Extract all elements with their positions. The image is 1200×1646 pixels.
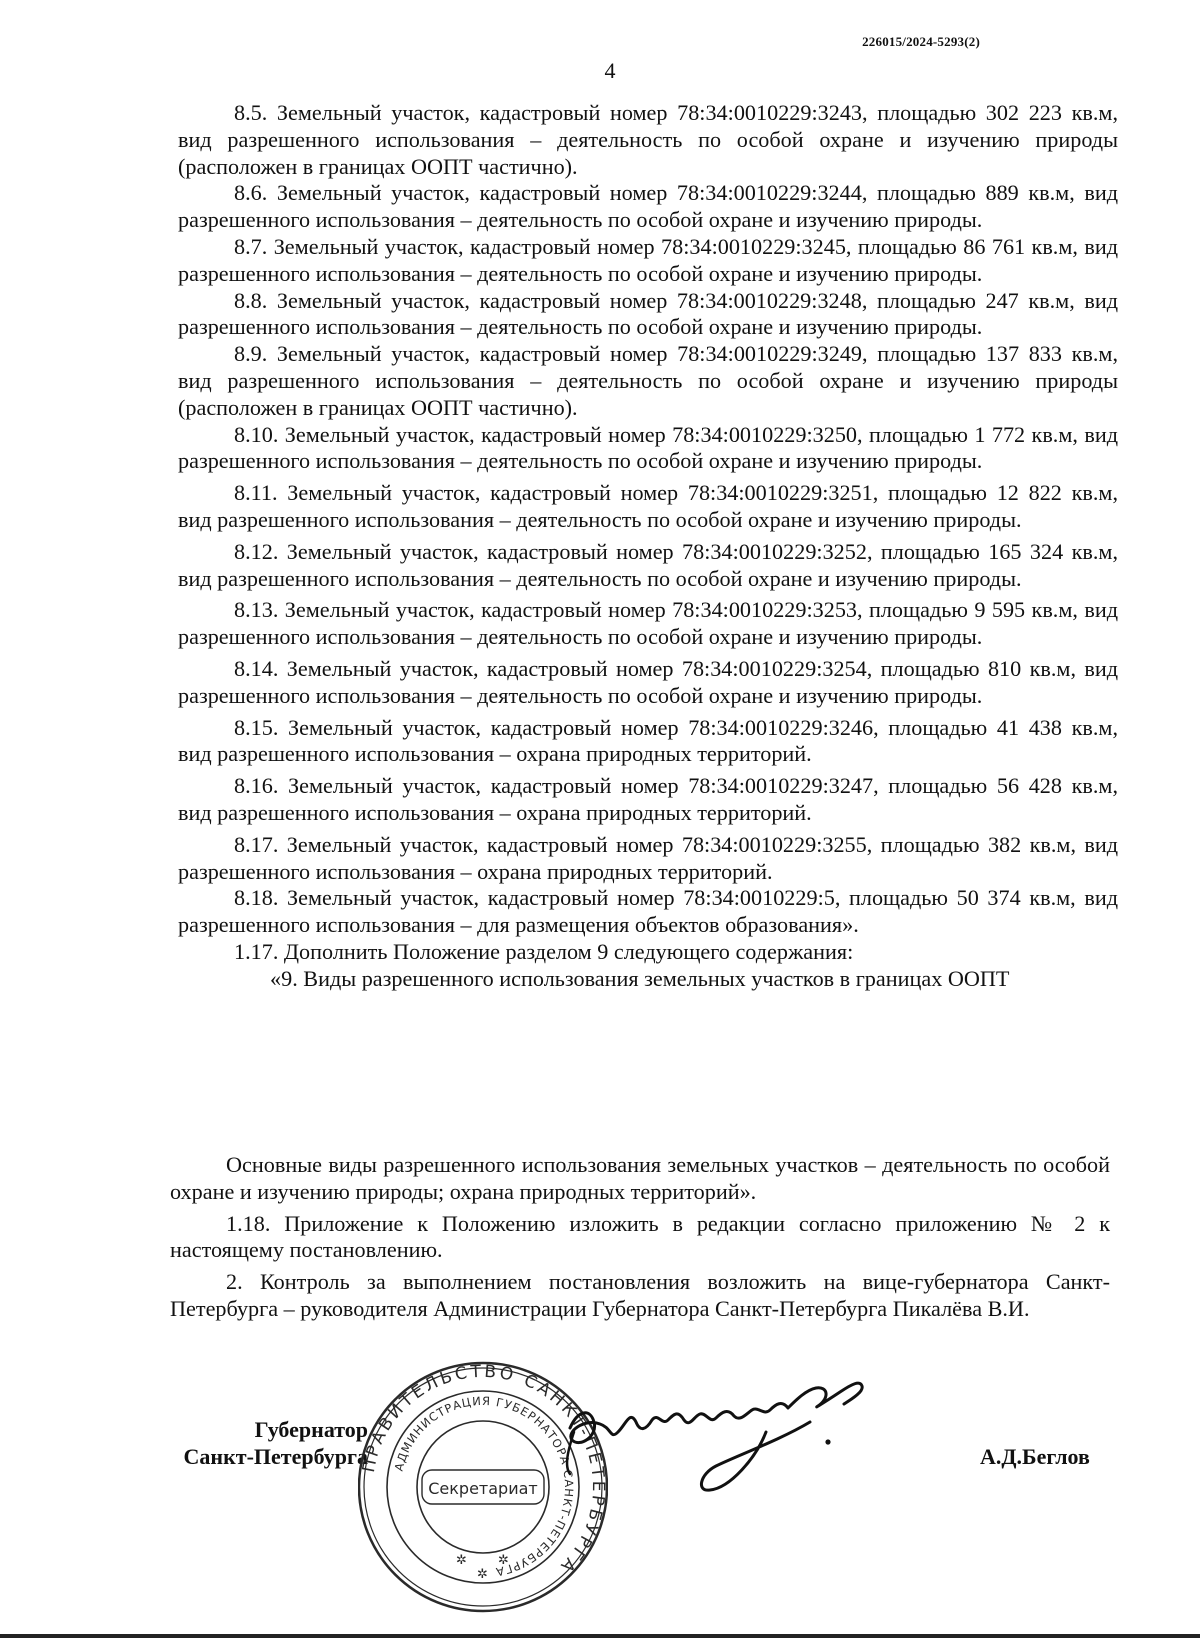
handwritten-signature xyxy=(560,1370,920,1520)
document-body xyxy=(178,100,1118,993)
paragraph-8-18: 8.18. Земельный участок, кадастровый номер 78:34:0010229:5, площадью 50 374 кв.м, вид разрешенного использования – для размещения объектов образования». xyxy=(178,885,1118,938)
scan-edge-line xyxy=(0,1634,1200,1638)
seal-outer-text: ПРАВИТЕЛЬСТВО САНКТ-ПЕТЕРБУРГА xyxy=(358,1361,608,1578)
page-number: 4 xyxy=(604,58,616,83)
paragraph-1-17: 1.17. Дополнить Положение разделом 9 следующего содержания: xyxy=(234,938,854,964)
section-9-heading: «9. Виды разрешенного использования земельных участков в границах ООПТ xyxy=(270,965,1010,991)
seal-star-icon: ✲ xyxy=(456,1553,467,1568)
paragraph-2: 2. Контроль за выполнением постановления возложить на вице-губернатора Санкт-Петербурга – руководителя Администрации Губернатора Санкт-Петербурга Пикалёва В.И. xyxy=(170,1269,1110,1321)
document-number: 226015/2024-5293(2) xyxy=(862,34,980,49)
closing-body xyxy=(170,1152,1110,1328)
signatory-title-line2: Санкт-Петербурга xyxy=(183,1444,368,1469)
paragraph-8-6: 8.6. Земельный участок, кадастровый номер 78:34:0010229:3244, площадью 889 кв.м, вид разрешенного использования – деятельность по особой охране и изучению природы. xyxy=(178,180,1118,233)
paragraph-8-5: 8.5. Земельный участок, кадастровый номер 78:34:0010229:3243, площадью 302 223 кв.м, вид разрешенного использования – деятельность по особой охране и изучению природы (расположен в границах ООПТ частично). xyxy=(178,100,1118,179)
paragraph-8-8: 8.8. Земельный участок, кадастровый номер 78:34:0010229:3248, площадью 247 кв.м, вид разрешенного использования – деятельность по особой охране и изучению природы. xyxy=(178,287,1118,340)
signatory-name: А.Д.Беглов xyxy=(980,1444,1090,1469)
paragraph-1-18: 1.18. Приложение к Положению изложить в редакции согласно приложению № 2 к настоящему постановлению. xyxy=(170,1210,1110,1263)
signatory-title xyxy=(168,1416,368,1470)
paragraph-8-7: 8.7. Земельный участок, кадастровый номер 78:34:0010229:3245, площадью 86 761 кв.м, вид разрешенного использования – деятельность по особой охране и изучению природы. xyxy=(178,233,1118,286)
paragraph-8-13: 8.13. Земельный участок, кадастровый номер 78:34:0010229:3253, площадью 9 595 кв.м, вид разрешенного использования – деятельность по особой охране и изучению природы. xyxy=(178,597,1118,650)
seal-center-text: Секретариат xyxy=(428,1479,538,1498)
paragraph-main-uses: Основные виды разрешенного использования земельных участков – деятельность по особой охране и изучению природы; охрана природных территорий». xyxy=(170,1152,1110,1204)
seal-inner-text: АДМИНИСТРАЦИЯ ГУБЕРНАТОРА САНКТ-ПЕТЕРБУРГА xyxy=(391,1393,577,1580)
paragraph-8-11: 8.11. Земельный участок, кадастровый номер 78:34:0010229:3251, площадью 12 822 кв.м, вид разрешенного использования – деятельность по особой охране и изучению природы. xyxy=(178,480,1118,532)
signatory-title-line1: Губернатор xyxy=(254,1417,368,1442)
seal-star-icon: ✲ xyxy=(477,1567,488,1582)
paragraph-8-16: 8.16. Земельный участок, кадастровый номер 78:34:0010229:3247, площадью 56 428 кв.м, вид разрешенного использования – охрана природных территорий. xyxy=(178,773,1118,825)
paragraph-8-17: 8.17. Земельный участок, кадастровый номер 78:34:0010229:3255, площадью 382 кв.м, вид разрешенного использования – охрана природных территорий. xyxy=(178,831,1118,884)
seal-star-icon: ✲ xyxy=(498,1553,509,1568)
paragraph-8-15: 8.15. Земельный участок, кадастровый номер 78:34:0010229:3246, площадью 41 438 кв.м, вид разрешенного использования – охрана природных территорий. xyxy=(178,714,1118,767)
paragraph-8-9: 8.9. Земельный участок, кадастровый номер 78:34:0010229:3249, площадью 137 833 кв.м, вид разрешенного использования – деятельность по особой охране и изучению природы (расположен в границах ООПТ частично). xyxy=(178,341,1118,420)
paragraph-8-14: 8.14. Земельный участок, кадастровый номер 78:34:0010229:3254, площадью 810 кв.м, вид разрешенного использования – деятельность по особой охране и изучению природы. xyxy=(178,655,1118,708)
paragraph-8-10: 8.10. Земельный участок, кадастровый номер 78:34:0010229:3250, площадью 1 772 кв.м, вид разрешенного использования – деятельность по особой охране и изучению природы. xyxy=(178,421,1118,474)
paragraph-8-12: 8.12. Земельный участок, кадастровый номер 78:34:0010229:3252, площадью 165 324 кв.м, вид разрешенного использования – деятельность по особой охране и изучению природы. xyxy=(178,538,1118,591)
